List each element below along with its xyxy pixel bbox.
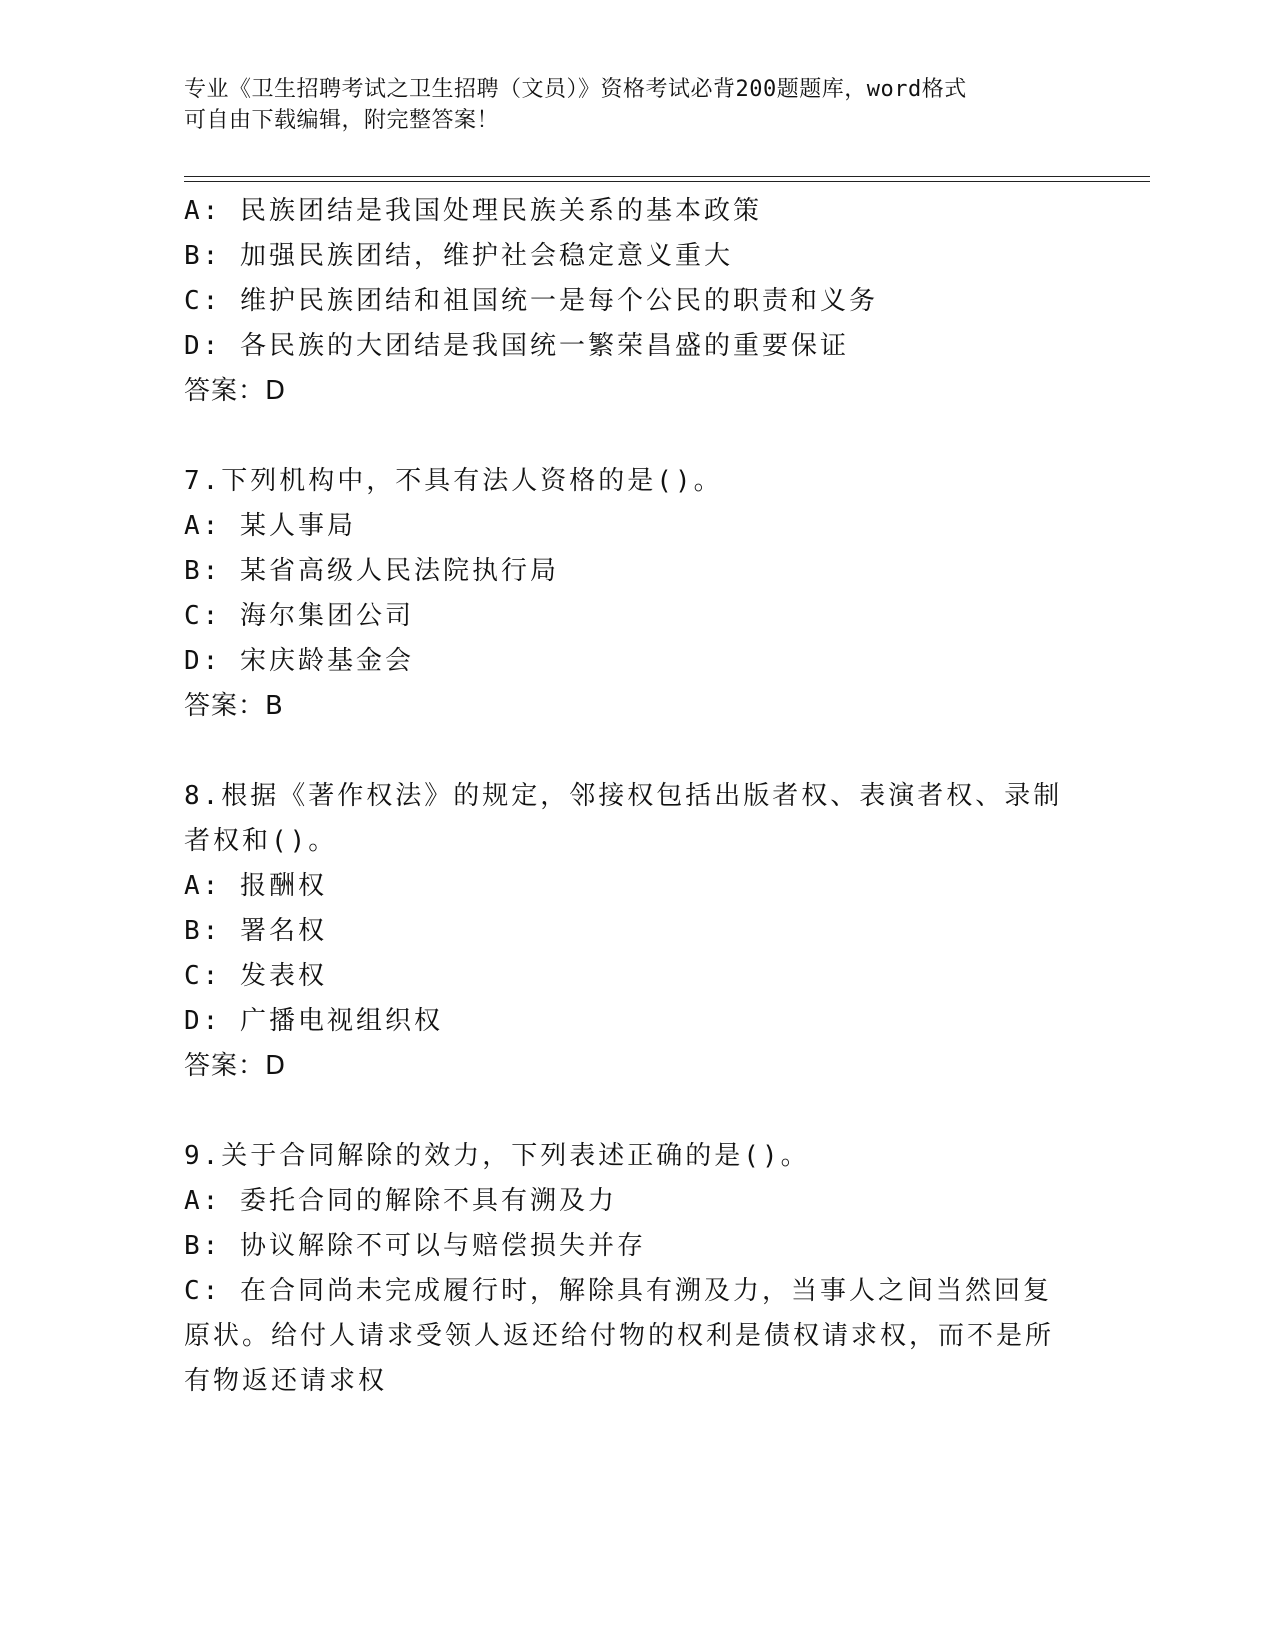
q6-answer: 答案：D — [184, 376, 287, 406]
header-line-2: 可自由下载编辑，附完整答案！ — [184, 108, 500, 133]
q8-answer: 答案：D — [184, 1051, 287, 1081]
q6-option-d: D: 各民族的大团结是我国统一繁荣昌盛的重要保证 — [184, 331, 849, 361]
spacer — [184, 414, 1084, 459]
header-line-1: 专业《卫生招聘考试之卫生招聘（文员）》资格考试必背200题题库，word格式 — [184, 77, 967, 102]
q9-option-b: B: 协议解除不可以与赔偿损失并存 — [184, 1231, 646, 1261]
q9-option-c: C: 在合同尚未完成履行时，解除具有溯及力，当事人之间当然回复原状。给付人请求受领人返还给付物的权利是债权请求权，而不是所有物返还请求权 — [184, 1276, 1055, 1396]
header-divider-bottom — [184, 181, 1150, 182]
q8-option-b: B: 署名权 — [184, 916, 327, 946]
q8-question: 8.根据《著作权法》的规定，邻接权包括出版者权、表演者权、录制者权和()。 — [184, 781, 1063, 856]
q8-option-d: D: 广播电视组织权 — [184, 1006, 443, 1036]
spacer — [184, 1089, 1084, 1134]
q9-option-a: A: 委托合同的解除不具有溯及力 — [184, 1186, 617, 1216]
question-9 — [184, 1134, 1084, 1404]
q7-option-c: C: 海尔集团公司 — [184, 601, 414, 631]
q6-option-b: B: 加强民族团结，维护社会稳定意义重大 — [184, 241, 733, 271]
q8-option-a: A: 报酬权 — [184, 871, 327, 901]
document-header — [184, 74, 1084, 136]
q6-option-a: A: 民族团结是我国处理民族关系的基本政策 — [184, 196, 762, 226]
q7-answer: 答案：B — [184, 691, 284, 721]
q7-option-b: B: 某省高级人民法院执行局 — [184, 556, 559, 586]
document-body — [184, 189, 1084, 1404]
q7-question: 7.下列机构中，不具有法人资格的是()。 — [184, 466, 723, 496]
q7-option-d: D: 宋庆龄基金会 — [184, 646, 414, 676]
question-6 — [184, 189, 1084, 414]
q7-option-a: A: 某人事局 — [184, 511, 356, 541]
spacer — [184, 729, 1084, 774]
q8-option-c: C: 发表权 — [184, 961, 327, 991]
q6-option-c: C: 维护民族团结和祖国统一是每个公民的职责和义务 — [184, 286, 878, 316]
header-divider-top — [184, 176, 1150, 177]
question-7 — [184, 459, 1084, 729]
q9-question: 9.关于合同解除的效力，下列表述正确的是()。 — [184, 1141, 810, 1171]
question-8 — [184, 774, 1084, 1089]
